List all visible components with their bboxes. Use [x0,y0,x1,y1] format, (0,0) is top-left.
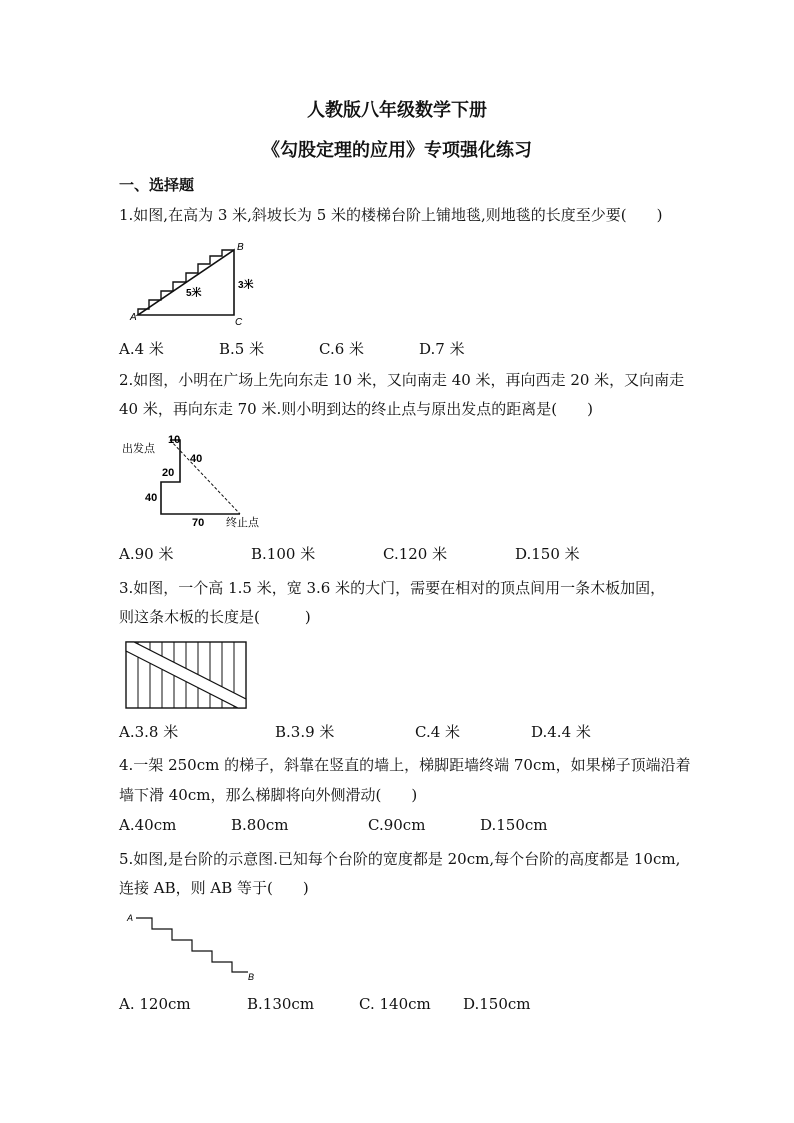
q1-option-b: B.5 米 [219,340,265,358]
q2-label-end: 终止点 [226,517,259,529]
q1-label-c: C [235,317,243,328]
q2-label-70: 70 [192,517,205,529]
q1-option-a: A.4 米 [119,340,164,358]
question-3-line2: 则这条木板的长度是( ) [119,608,311,626]
question-5-line1: 5.如图,是台阶的示意图.已知每个台阶的宽度都是 20cm,每个台阶的高度都是 10cm, [119,850,681,868]
q5-option-c: C. 140cm [359,995,431,1013]
q1-option-c: C.6 米 [319,340,365,358]
q2-label-10: 10 [168,434,181,446]
q2-label-40-diag: 40 [190,453,203,465]
q2-label-40: 40 [145,492,158,504]
section-heading: 一、选择题 [119,176,195,194]
q2-label-20: 20 [162,467,175,479]
q4-option-b: B.80cm [231,816,289,834]
q2-option-d: D.150 米 [515,545,580,563]
q2-option-b: B.100 米 [251,545,316,563]
q3-option-c: C.4 米 [415,723,461,741]
q2-label-start: 出发点 [122,443,155,455]
q3-option-d: D.4.4 米 [531,723,591,741]
q4-option-c: C.90cm [368,816,426,834]
doc-title: 人教版八年级数学下册 [307,100,487,121]
q5-label-a: A [127,913,134,923]
question-1-text: 1.如图,在高为 3 米,斜坡长为 5 米的楼梯台阶上铺地毯,则地毯的长度至少要( ) [119,206,663,224]
q1-option-d: D.7 米 [419,340,465,358]
q3-option-a: A.3.8 米 [119,723,179,741]
doc-subtitle: 《勾股定理的应用》专项强化练习 [262,140,532,161]
q1-label-slope: 5米 [186,288,202,299]
q3-option-b: B.3.9 米 [275,723,335,741]
q1-label-a: A [130,312,137,323]
question-2-line2: 40 米，再向东走 70 米.则小明到达的终止点与原出发点的距离是( ) [119,400,593,418]
q1-stairs-figure [118,238,268,330]
q2-option-c: C.120 米 [383,545,448,563]
question-3-line1: 3.如图，一个高 1.5 米，宽 3.6 米的大门，需要在相对的顶点间用一条木板加固， [119,579,666,597]
q2-path-figure [118,430,278,532]
q1-label-height: 3米 [238,280,254,291]
question-2-line1: 2.如图，小明在广场上先向东走 10 米，又向南走 40 米，再向西走 20 米，又向南走 [119,371,685,389]
q2-option-a: A.90 米 [119,545,174,563]
q5-option-a: A. 120cm [119,995,191,1013]
q3-door-figure [125,641,249,713]
q4-option-a: A.40cm [119,816,177,834]
q5-steps-figure [124,910,264,982]
q5-option-b: B.130cm [247,995,315,1013]
q5-option-d: D.150cm [463,995,531,1013]
q1-label-b: B [237,242,244,253]
question-4-line2: 墙下滑 40cm，那么梯脚将向外侧滑动( ) [119,786,418,804]
q4-option-d: D.150cm [480,816,548,834]
q5-label-b: B [248,972,255,982]
question-4-line1: 4.一架 250cm 的梯子，斜靠在竖直的墙上，梯脚距墙终端 70cm，如果梯子顶端沿着 [119,756,691,774]
question-5-line2: 连接 AB，则 AB 等于( ) [119,879,309,897]
